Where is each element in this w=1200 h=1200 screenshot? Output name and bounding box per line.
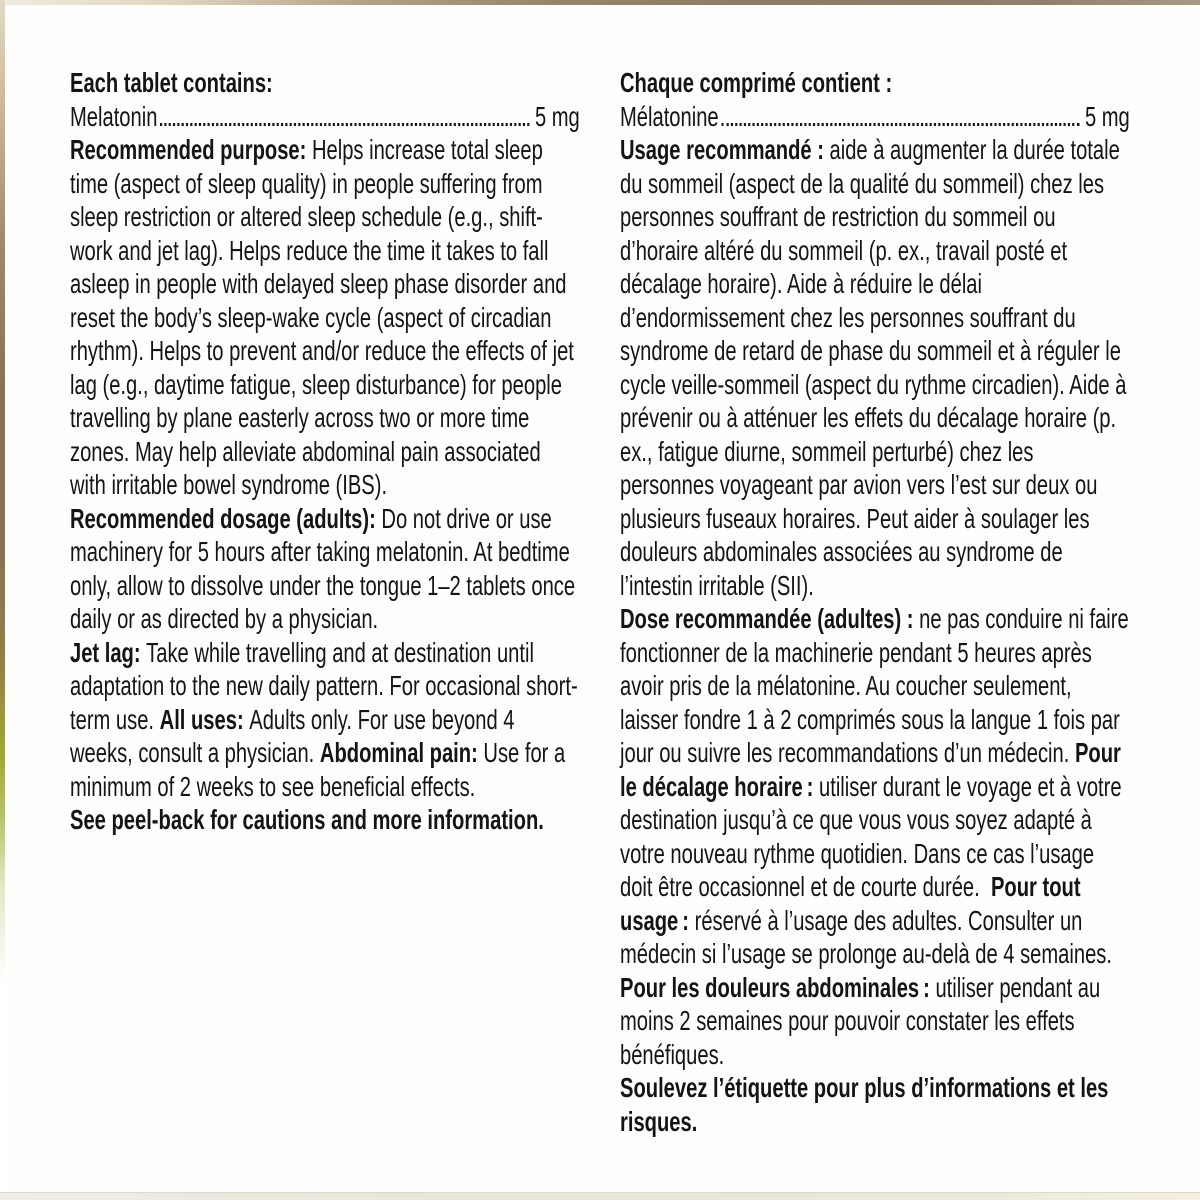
label-paragraph: Recommended dosage (adults): Do not drive or use machinery for 5 hours after taking melatonin. At bedtime only, allow to dissolve under the tongue 1–2 tablets once daily or as directed by a physician. (70, 502, 576, 634)
column-english (70, 66, 580, 837)
heading-chaque-comprime-contient: Chaque comprimé contient : (620, 67, 893, 98)
column-french-text (620, 66, 1130, 1138)
label-paragraph: Jet lag: Take while travelling and at destination until adaptation to the new daily pattern. For occasional short-term use. All uses: Adults only. For use beyond 4 weeks, consult a physician. Abdominal pain: Use for a minimum of 2 weeks to see beneficial effects. (70, 636, 578, 802)
label-paragraph: Soulevez l’étiquette pour plus d’informations et les risques. (620, 1072, 1109, 1137)
dotted-leader (722, 123, 1080, 126)
dotted-leader (160, 123, 529, 126)
ingredient-amount: 5 mg (1084, 100, 1130, 132)
paragraphs-english (70, 133, 580, 837)
label-paragraph: Recommended purpose: Helps increase total sleep time (aspect of sleep quality) in people suffering from sleep restriction or altered sleep schedule (e.g., shift-work and jet lag). Helps reduce the time it takes to fall asleep in people with delayed sleep phase disorder and reset the body’s sleep-wake cycle (aspect of circadian rhythm). Helps to prevent and/or reduce the effects of jet lag (e.g., daytime fatigue, sleep disturbance) for people travelling by plane easterly across two or more time zones. May help alleviate abdominal pain associated with irritable bowel syndrome (IBS). (70, 134, 574, 500)
column-english-text (70, 66, 580, 837)
ingredient-name: Mélatonine (620, 100, 719, 132)
heading-each-tablet-contains: Each tablet contains: (70, 67, 273, 98)
box-edge-bottom (0, 1192, 1200, 1200)
box-edge-left (0, 0, 5, 1200)
ingredient-row-melatonine (620, 100, 1130, 134)
ingredient-name: Melatonin (70, 100, 158, 132)
box-edge-top (0, 0, 1200, 5)
label-paragraph: Dose recommandée (adultes) : ne pas conduire ni faire fonctionner de la machinerie pendant 5 heures après avoir pris de la mélatonine. Au coucher seulement, laisser fondre 1 à 2 comprimés sous la langue 1 fois par jour ou suivre les recommandations d’un médecin. Pour le décalage horaire : utiliser durant le voyage et à votre destination jusqu’à ce que vous vous soyez adapté à votre nouveau rythme quotidien. Dans ce cas l’usage doit être occasionnel et de courte durée. Pour tout usage : réservé à l’usage des adultes. Consulter un médecin si l’usage se prolonge au-delà de 4 semaines. Pour les douleurs abdominales : utiliser pendant au moins 2 semaines pour pouvoir constater les effets bénéfiques. (620, 603, 1129, 1070)
paragraphs-french (620, 133, 1130, 1138)
column-french (620, 66, 1130, 1138)
label-paragraph: See peel-back for cautions and more information. (70, 804, 544, 835)
ingredient-amount: 5 mg (534, 100, 580, 132)
label-paragraph: Usage recommandé : aide à augmenter la durée totale du sommeil (aspect de la qualité du sommeil) chez les personnes souffrant de restriction du sommeil ou d’horaire altéré du sommeil (p. ex., travail posté et décalage horaire). Aide à réduire le délai d’endormissement chez les personnes souffrant du syndrome de retard de phase du sommeil et à réguler le cycle veille-sommeil (aspect du rythme circadien). Aide à prévenir ou à atténuer les effets du décalage horaire (p. ex., fatigue diurne, sommeil perturbé) chez les personnes voyageant par avion vers l’est sur deux ou plusieurs fuseaux horaires. Peut aider à soulager les douleurs abdominales associées au syndrome de l’intestin irritable (SII). (620, 134, 1127, 601)
ingredient-row-melatonin (70, 100, 580, 134)
